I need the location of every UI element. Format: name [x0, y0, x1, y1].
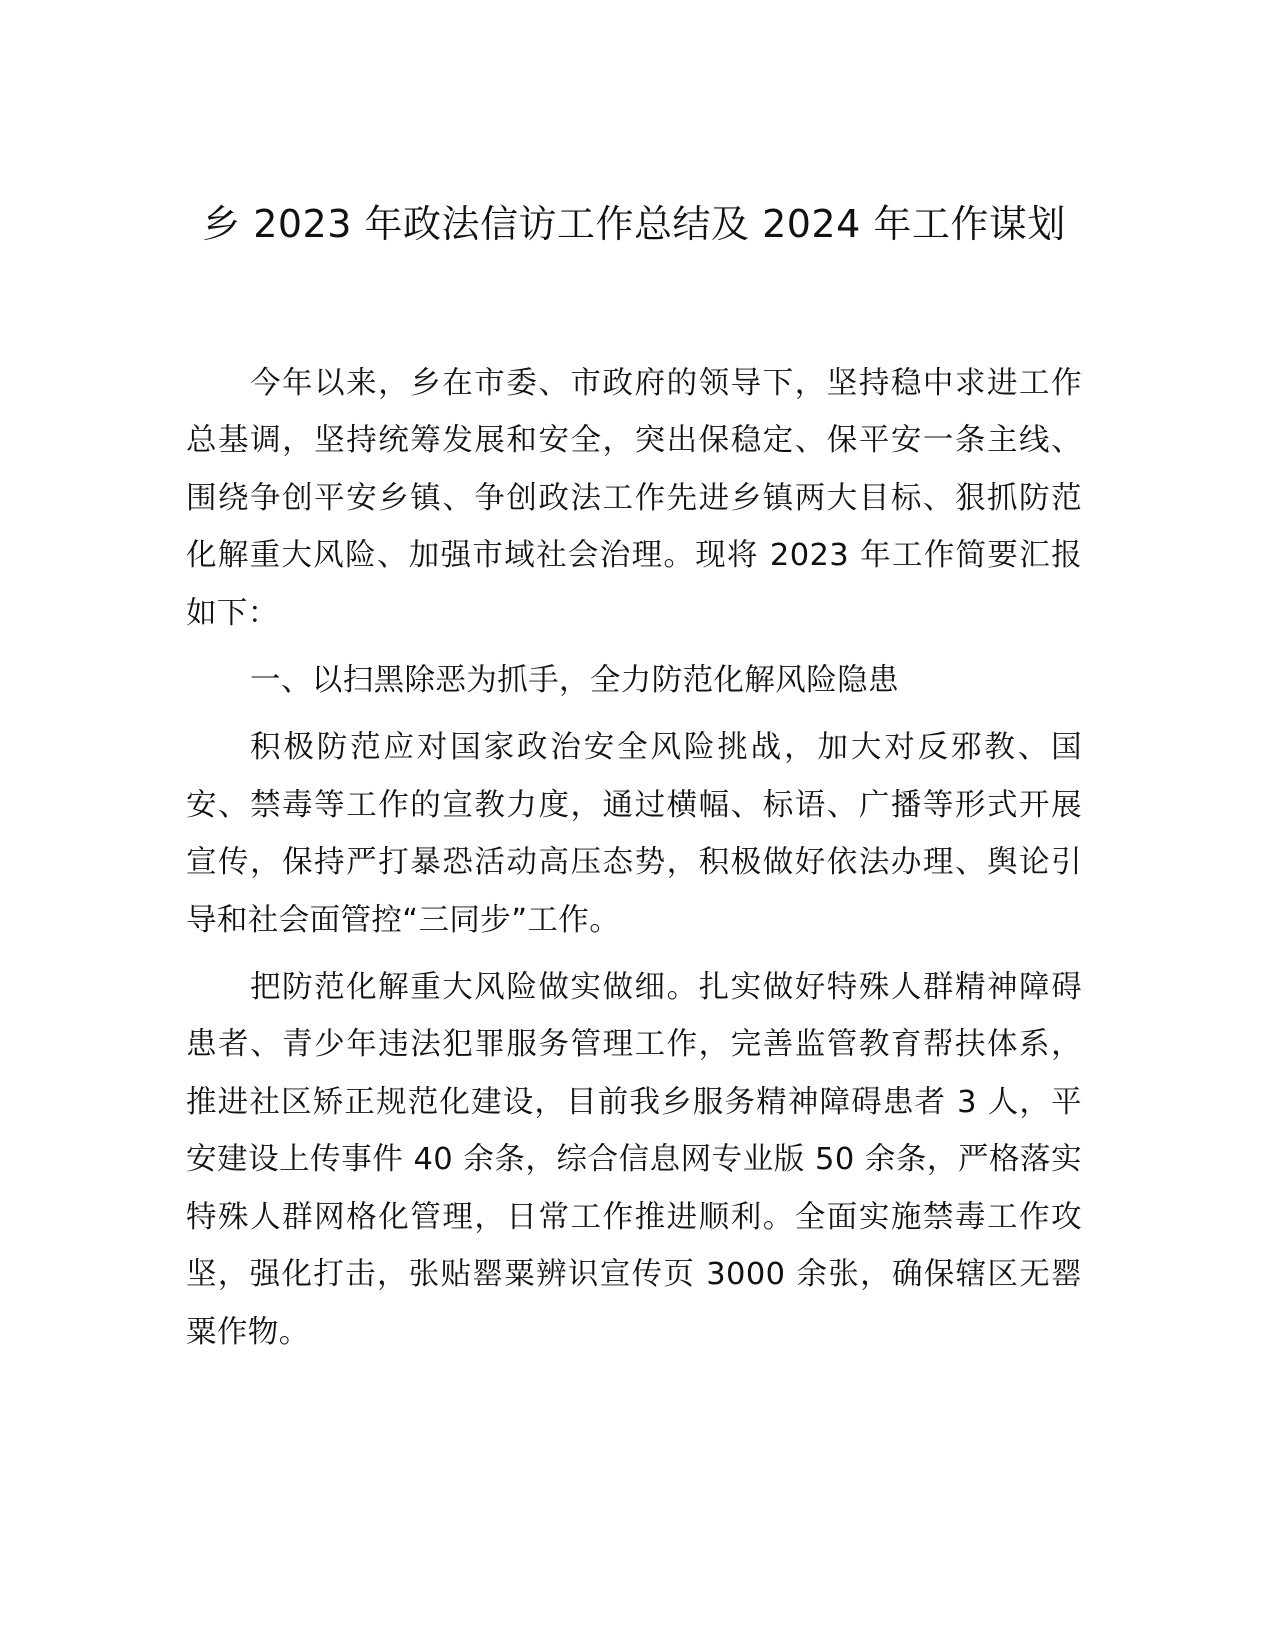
intro-paragraph: 今年以来，乡在市委、市政府的领导下，坚持稳中求进工作总基调，坚持统筹发展和安全，突出保稳定、保平安一条主线、围绕争创平安乡镇、争创政法工作先进乡镇两大目标、狠抓防范化解重大风险、加强市域社会治理。现将 2023 年工作简要汇报如下：: [186, 366, 1082, 631]
body-paragraph-risk-prevention: 把防范化解重大风险做实做细。扎实做好特殊人群精神障碍患者、青少年违法犯罪服务管理工作，完善监管教育帮扶体系，推进社区矫正规范化建设，目前我乡服务精神障碍患者 3 人，平安建设上传事件 40 余条，综合信息网专业版 50 余条，严格落实特殊人群网格化管理，日常工作推进顺利。全面实施禁毒工作攻坚，强化打击，张贴罂粟辨识宣传页 3000 余张，确保辖区无罂粟作物。: [186, 970, 1082, 1350]
section-heading-1: 一、以扫黑除恶为抓手，全力防范化解风险隐患: [250, 663, 899, 699]
document-body: [186, 355, 1082, 1371]
body-paragraph-political-security: 积极防范应对国家政治安全风险挑战，加大对反邪教、国安、禁毒等工作的宣教力度，通过横幅、标语、广播等形式开展宣传，保持严打暴恐活动高压态势，积极做好依法办理、舆论引导和社会面管控“三同步”工作。: [186, 730, 1082, 938]
document-title: 乡 2023 年政法信访工作总结及 2024 年工作谋划: [202, 202, 1066, 246]
